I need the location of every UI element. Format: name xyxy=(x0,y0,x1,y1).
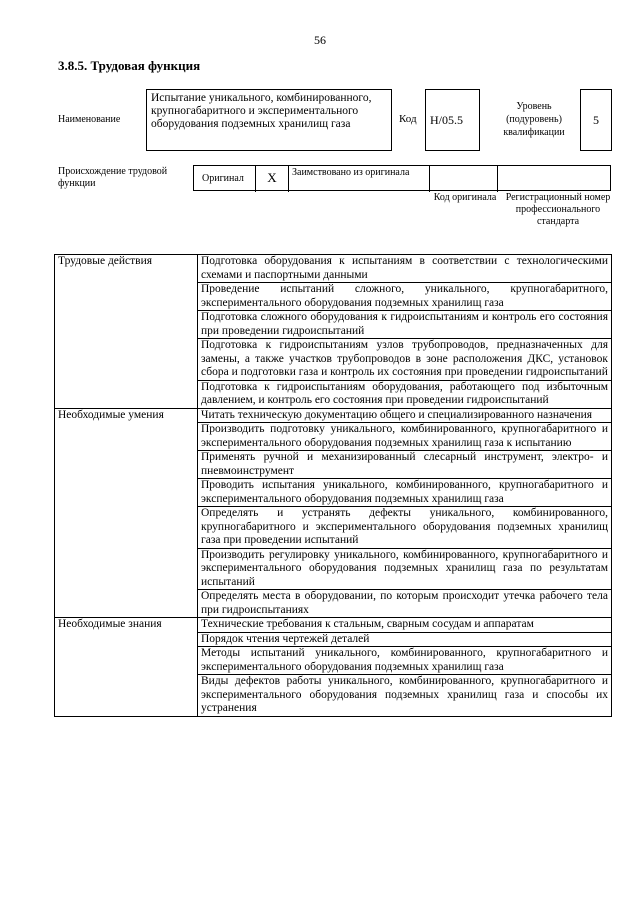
item-text: Производить регулировку уникального, комбинированного, крупногабаритного и экспериментального оборудования подземных хранилищ газа по результатам испытаний xyxy=(198,548,612,590)
reg-number-cell xyxy=(498,166,610,192)
item-text: Подготовка к гидроиспытаниям узлов трубопроводов, предназначенных для замены, а также участков трубопроводов в зоне расположения ДКС, установок сбора и подготовки газа и контроль их состояния при проведении гидроиспытаний xyxy=(198,339,612,381)
level-value: 5 xyxy=(580,89,612,151)
name-value: Испытание уникального, комбинированного, крупногабаритного и экспериментального оборудования подземных хранилищ газа xyxy=(146,89,392,151)
item-text: Проводить испытания уникального, комбинированного, крупногабаритного и экспериментального оборудования подземных хранилищ газа xyxy=(198,479,612,507)
table-row xyxy=(55,408,612,423)
origin-label: Происхождение трудовой функции xyxy=(58,166,168,189)
code-label: Код xyxy=(399,113,417,125)
original-label: Оригинал xyxy=(194,166,256,192)
category-label: Необходимые умения xyxy=(55,408,198,618)
item-text: Определять места в оборудовании, по которым происходит утечка рабочего тела при гидроиспытаниях xyxy=(198,590,612,618)
item-text: Методы испытаний уникального, комбинированного, крупногабаритного и экспериментального оборудования подземных хранилищ газа xyxy=(198,647,612,675)
item-text: Определять и устранять дефекты уникального, комбинированного, крупногабаритного и экспериментального оборудования подземных хранилищ газа при проведении испытаний xyxy=(198,507,612,549)
item-text: Виды дефектов работы уникального, комбинированного, крупногабаритного и экспериментального оборудования подземных хранилищ газа и способы их устранения xyxy=(198,675,612,717)
category-label: Необходимые знания xyxy=(55,618,198,717)
code-original-caption: Код оригинала xyxy=(433,192,497,203)
item-text: Подготовка оборудования к испытаниям в соответствии с технологическими схемами и паспортными данными xyxy=(198,255,612,283)
item-text: Подготовка сложного оборудования к гидроиспытаниям и контроль его состояния при проведении гидроиспытаний xyxy=(198,311,612,339)
reg-number-caption: Регистрационный номер профессионального стандарта xyxy=(505,192,611,227)
function-table xyxy=(54,254,612,717)
section-title: 3.8.5. Трудовая функция xyxy=(58,58,201,73)
category-label: Трудовые действия xyxy=(55,255,198,409)
page-number: 56 xyxy=(314,33,326,47)
code-value: H/05.5 xyxy=(425,89,480,151)
item-text: Производить подготовку уникального, комбинированного, крупногабаритного и экспериментального оборудования подземных хранилищ газа к испытанию xyxy=(198,423,612,451)
item-text: Технические требования к стальным, сварным сосудам и аппаратам xyxy=(198,618,612,633)
original-mark: X xyxy=(256,166,289,192)
code-original-cell xyxy=(430,166,498,192)
item-text: Проведение испытаний сложного, уникального, крупногабаритного, экспериментального оборудования подземных хранилищ газа xyxy=(198,283,612,311)
item-text: Подготовка к гидроиспытаниям оборудования, работающего под избыточным давлением, и контроль его состояния при проведении гидроиспытаний xyxy=(198,380,612,408)
item-text: Применять ручной и механизированный слесарный инструмент, электро- и пневмоинструмент xyxy=(198,451,612,479)
level-label: Уровень (подуровень) квалификации xyxy=(503,101,565,138)
item-text: Порядок чтения чертежей деталей xyxy=(198,632,612,647)
table-row xyxy=(55,618,612,633)
origin-row xyxy=(193,165,611,191)
borrowed-label: Заимствовано из оригинала xyxy=(289,166,430,192)
table-row xyxy=(55,255,612,283)
name-label: Наименование xyxy=(58,114,121,125)
item-text: Читать техническую документацию общего и специализированного назначения xyxy=(198,408,612,423)
